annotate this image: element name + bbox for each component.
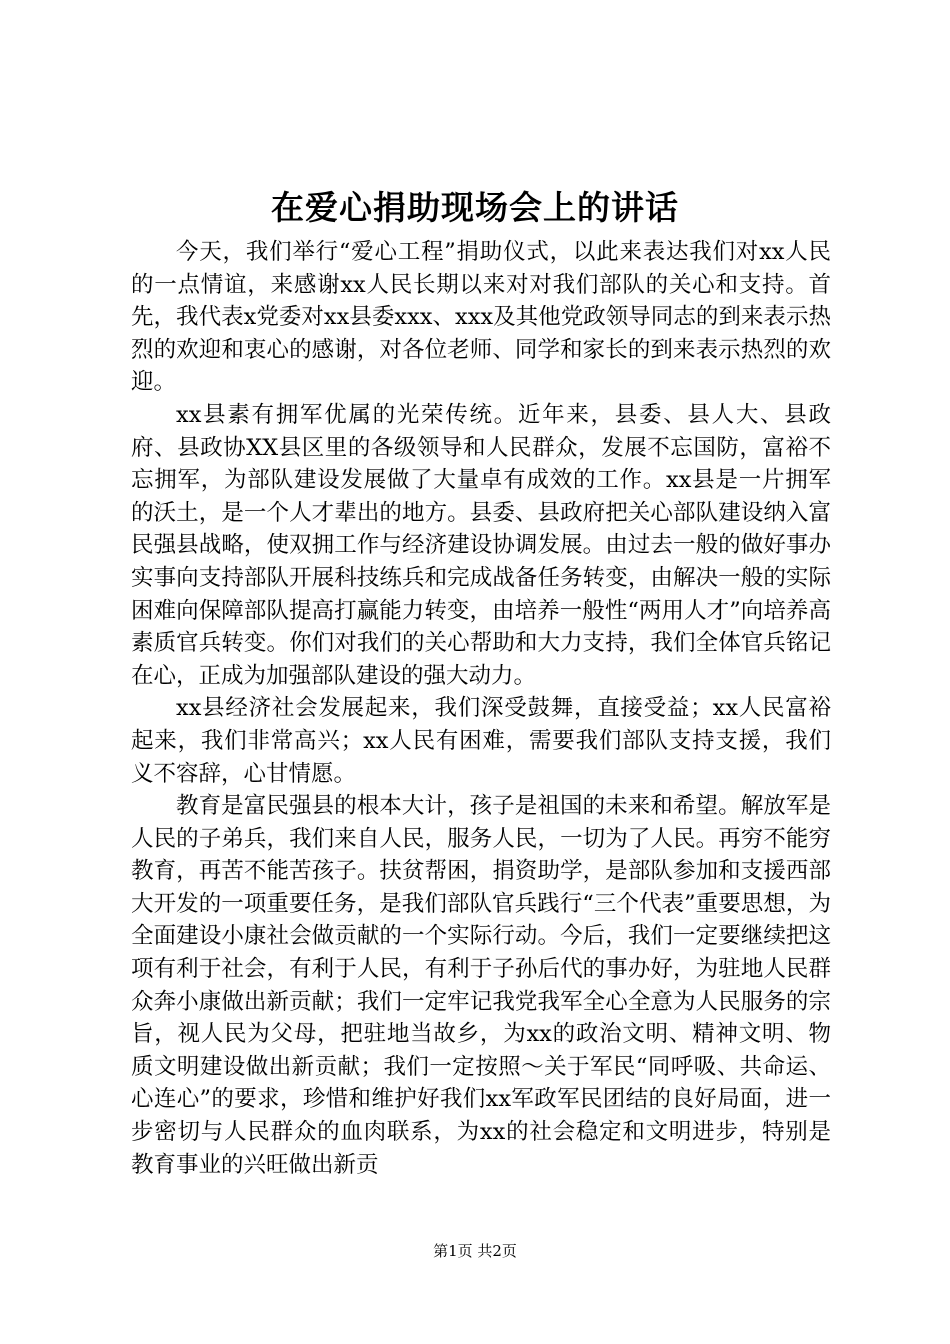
paragraph-1: 今天，我们举行“爱心工程”捐助仪式，以此来表达我们对xx人民的一点情谊，来感谢xx人民长期以来对对我们部队的关心和支持。首先，我代表x党委对xx县委xxx、xxx及其他党政领导同志的到来表示热烈的欢迎和衷心的感谢，对各位老师、同学和家长的到来表示热烈的欢迎。 [131, 239, 831, 396]
document-title: 在爱心捐助现场会上的讲话 [271, 188, 679, 227]
page-number-footer: 第1页 共2页 [433, 1242, 517, 1260]
paragraph-3: xx县经济社会发展起来，我们深受鼓舞，直接受益；xx人民富裕起来，我们非常高兴；xx人民有困难，需要我们部队支持支援，我们义不容辞，心甘情愿。 [131, 695, 831, 787]
document-body [131, 236, 831, 1181]
paragraph-4: 教育是富民强县的根本大计，孩子是祖国的未来和希望。解放军是人民的子弟兵，我们来自人民，服务人民，一切为了人民。再穷不能穷教育，再苦不能苦孩子。扶贫帮困，捐资助学，是部队参加和支援西部大开发的一项重要任务，是我们部队官兵践行“三个代表”重要思想，为全面建设小康社会做贡献的一个实际行动。今后，我们一定要继续把这项有利于社会，有利于人民，有利于子孙后代的事办好，为驻地人民群众奔小康做出新贡献；我们一定牢记我党我军全心全意为人民服务的宗旨，视人民为父母，把驻地当故乡，为xx的政治文明、精神文明、物质文明建设做出新贡献；我们一定按照～关于军民“同呼吸、共命运、心连心”的要求，珍惜和维护好我们xx军政军民团结的良好局面，进一步密切与人民群众的血肉联系，为xx的社会稳定和文明进步，特别是教育事业的兴旺做出新贡 [131, 793, 831, 1178]
paragraph-2: xx县素有拥军优属的光荣传统。近年来，县委、县人大、县政府、县政协XX县区里的各级领导和人民群众，发展不忘国防，富裕不忘拥军，为部队建设发展做了大量卓有成效的工作。xx县是一片拥军的沃土，是一个人才辈出的地方。县委、县政府把关心部队建设纳入富民强县战略，使双拥工作与经济建设协调发展。由过去一般的做好事办实事向支持部队开展科技练兵和完成战备任务转变，由解决一般的实际困难向保障部队提高打赢能力转变，由培养一般性“两用人才”向培养高素质官兵转变。你们对我们的关心帮助和大力支持，我们全体官兵铭记在心，正成为加强部队建设的强大动力。 [131, 401, 831, 689]
